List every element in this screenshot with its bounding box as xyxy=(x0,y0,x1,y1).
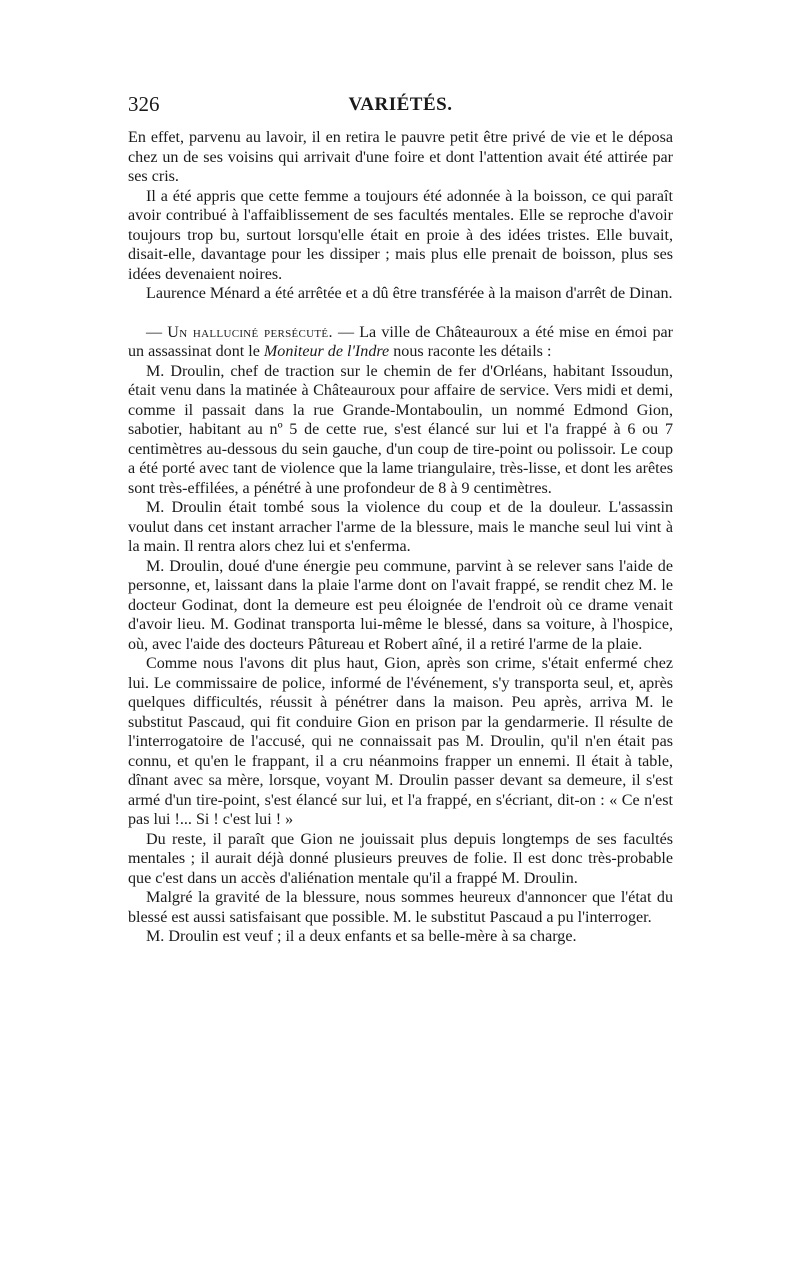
paragraph: M. Droulin, doué d'une énergie peu commune, parvint à se relever sans l'aide de personne, et, laissant dans la plaie l'arme dont on l'avait frappé, se rendit chez M. le docteur Godinat, dont la demeure est peu éloignée de l'endroit où ce drame venait d'avoir lieu. M. Godinat transporta lui-même le blessé, dans sa voiture, à l'hospice, où, avec l'aide des docteurs Pâtureau et Robert aîné, il a retiré l'arme de la plaie. xyxy=(128,557,673,653)
running-title: VARIÉTÉS. xyxy=(348,94,453,115)
paragraph: Du reste, il paraît que Gion ne jouissait plus depuis longtemps de ses facultés mentales ; il aurait déjà donné plusieurs preuves de folie. Il est donc très-probable que c'est dans un accès d'aliénation mentale qu'il a frappé M. Droulin. xyxy=(128,830,673,887)
paragraph: M. Droulin est veuf ; il a deux enfants et sa belle-mère à sa charge. xyxy=(146,928,577,945)
paragraph: Comme nous l'avons dit plus haut, Gion, après son crime, s'était enfermé chez lui. Le commissaire de police, informé de l'événement, s'y transporta seul, et, après quelques difficultés, réussit à pénétrer dans la maison. Peu après, arriva M. le substitut Pascaud, qui fit conduire Gion en prison par la gendarmerie. Il résulte de l'interrogatoire de l'accusé, qui ne connaissait pas M. Droulin, qu'il n'en était pas connu, et qu'en le frappant, il a cru néanmoins frapper un ennemi. Il était à table, dînant avec sa mère, lorsque, voyant M. Droulin passer devant sa demeure, il s'est armé d'un tire-point, s'est élancé sur lui, et l'a frappé, en s'écriant, dit-on : « Ce n'est pas lui !... Si ! c'est lui ! » xyxy=(128,655,673,828)
section-intro xyxy=(128,323,673,362)
paragraph-continuation: En effet, parvenu au lavoir, il en retira le pauvre petit être privé de vie et le déposa chez un de ses voisins qui arrivait d'une foire et dont l'attention avait été attirée par ses cris. xyxy=(128,129,673,185)
section-intro-text: — La ville de Châteauroux a été mise en émoi par un assassinat dont le xyxy=(128,323,673,360)
section-dash: — xyxy=(146,323,168,341)
paragraph: M. Droulin, chef de traction sur le chemin de fer d'Orléans, habitant Issoudun, était venu dans la matinée à Châteauroux pour affaire de service. Vers midi et demi, comme il passait dans la rue Grande-Montaboulin, un nommé Edmond Gion, sabotier, habitant au nº 5 de cette rue, s'est élancé sur lui et l'a frappé à 6 ou 7 centimètres au-dessous du sein gauche, d'un coup de tire-point ou polissoir. Le coup a été porté avec tant de violence que la lame triangulaire, très-lisse, et dont les arêtes sont très-effilées, a pénétré à une profondeur de 8 à 9 centimètres. xyxy=(128,362,673,497)
paragraph: M. Droulin était tombé sous la violence du coup et de la douleur. L'assassin voulut dans cet instant arracher l'arme de la blessure, mais le manche seul lui vint à la main. Il rentra alors chez lui et s'enferma. xyxy=(128,499,673,555)
source-title: Moniteur de l'Indre xyxy=(263,343,390,360)
paragraph: Malgré la gravité de la blessure, nous sommes heureux d'annoncer que l'état du blessé est aussi satisfaisant que possible. M. le substitut Pascaud a pu l'interroger. xyxy=(128,889,673,926)
article-body xyxy=(128,128,673,947)
paragraph: Laurence Ménard a été arrêtée et a dû être transférée à la maison d'arrêt de Dinan. xyxy=(146,285,673,302)
page-number: 326 xyxy=(128,92,160,116)
section-intro-text-end: nous raconte les détails : xyxy=(389,343,552,360)
paragraph: Il a été appris que cette femme a toujours été adonnée à la boisson, ce qui paraît avoir contribué à l'affaiblissement de ses facultés mentales. Elle se reproche d'avoir toujours trop bu, surtout lorsqu'elle était en proie à des idées tristes. Elle buvait, disait-elle, davantage pour les dissiper ; mais plus elle prenait de boisson, plus ses idées devenaient noires. xyxy=(128,187,673,283)
document-page xyxy=(128,92,673,947)
section-heading: Un halluciné persécuté. xyxy=(167,323,333,341)
page-header xyxy=(128,92,673,122)
